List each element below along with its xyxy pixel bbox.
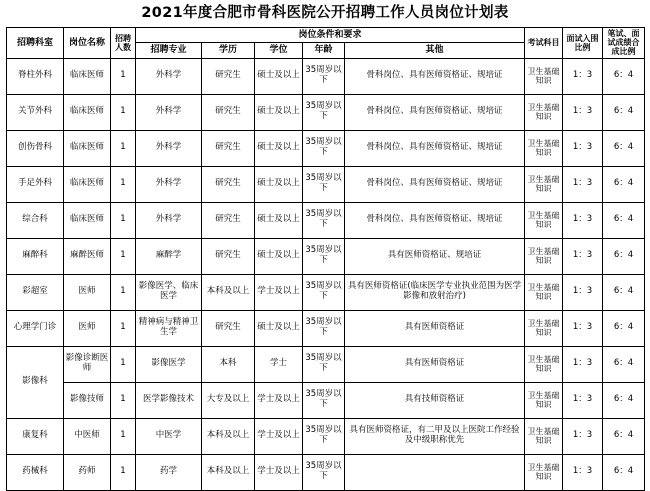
cell-degree: 硕士及以上	[255, 166, 303, 202]
cell-post: 中医师	[64, 418, 111, 454]
col-header-conditions: 岗位条件和要求	[136, 27, 525, 42]
cell-other: 具有医师资格证(临床医学专业执业范围为医学影像和放射治疗)	[345, 274, 525, 310]
cell-dept: 彩超室	[7, 274, 64, 310]
cell-score: 6：4	[603, 94, 645, 130]
cell-post: 临床医师	[64, 202, 111, 238]
cell-post: 临床医师	[64, 166, 111, 202]
col-header-degree: 学位	[255, 43, 303, 58]
cell-num: 1	[111, 346, 136, 382]
cell-other: 具有医师资格证，有二甲及以上医院工作经验及中级职称优先	[345, 418, 525, 454]
cell-exam: 卫生基础知识	[525, 382, 563, 418]
cell-edu: 研究生	[202, 166, 255, 202]
cell-num: 1	[111, 202, 136, 238]
cell-edu: 研究生	[202, 202, 255, 238]
table-row	[7, 346, 645, 382]
cell-ratio: 1：3	[563, 130, 603, 166]
cell-ratio: 1：3	[563, 454, 603, 490]
cell-num: 1	[111, 454, 136, 490]
cell-age: 35周岁以下	[303, 58, 345, 94]
cell-age: 35周岁以下	[303, 310, 345, 346]
cell-exam: 卫生基础知识	[525, 166, 563, 202]
cell-edu: 研究生	[202, 310, 255, 346]
col-header-major: 招聘专业	[136, 43, 202, 58]
cell-score: 6：4	[603, 274, 645, 310]
cell-post: 药师	[64, 454, 111, 490]
cell-age: 35周岁以下	[303, 454, 345, 490]
cell-exam: 卫生基础知识	[525, 202, 563, 238]
table-header	[7, 27, 645, 58]
cell-score: 6：4	[603, 454, 645, 490]
cell-ratio: 1：3	[563, 274, 603, 310]
cell-ratio: 1：3	[563, 238, 603, 274]
col-header-dept: 招聘科室	[7, 27, 64, 58]
cell-score: 6：4	[603, 238, 645, 274]
cell-edu: 本科及以上	[202, 274, 255, 310]
cell-major: 中医学	[136, 418, 202, 454]
cell-score: 6：4	[603, 418, 645, 454]
cell-num: 1	[111, 418, 136, 454]
cell-num: 1	[111, 238, 136, 274]
cell-num: 1	[111, 382, 136, 418]
cell-ratio: 1：3	[563, 58, 603, 94]
cell-dept: 药械科	[7, 454, 64, 490]
cell-degree: 学士及以上	[255, 382, 303, 418]
cell-age: 35周岁以下	[303, 130, 345, 166]
table-row	[7, 382, 645, 418]
cell-dept: 创伤骨科	[7, 130, 64, 166]
cell-age: 35周岁以下	[303, 382, 345, 418]
cell-dept: 手足外科	[7, 166, 64, 202]
col-header-num: 招聘人数	[111, 27, 136, 58]
cell-major: 外科学	[136, 166, 202, 202]
table-row	[7, 418, 645, 454]
cell-ratio: 1：3	[563, 346, 603, 382]
cell-degree: 硕士及以上	[255, 310, 303, 346]
cell-other: 骨科岗位、具有医师资格证、规培证	[345, 58, 525, 94]
cell-post: 影像技师	[64, 382, 111, 418]
cell-exam: 卫生基础知识	[525, 454, 563, 490]
cell-num: 1	[111, 58, 136, 94]
cell-post: 临床医师	[64, 94, 111, 130]
cell-degree: 学士及以上	[255, 274, 303, 310]
cell-ratio: 1：3	[563, 202, 603, 238]
cell-exam: 卫生基础知识	[525, 274, 563, 310]
cell-exam: 卫生基础知识	[525, 130, 563, 166]
cell-ratio: 1：3	[563, 382, 603, 418]
cell-degree: 学士	[255, 346, 303, 382]
cell-score: 6：4	[603, 346, 645, 382]
cell-degree: 硕士及以上	[255, 94, 303, 130]
cell-other	[345, 454, 525, 490]
cell-score: 6：4	[603, 166, 645, 202]
cell-edu: 研究生	[202, 58, 255, 94]
cell-exam: 卫生基础知识	[525, 418, 563, 454]
cell-degree: 学士及以上	[255, 454, 303, 490]
cell-ratio: 1：3	[563, 310, 603, 346]
page-title: 2021年度合肥市骨科医院公开招聘工作人员岗位计划表	[141, 5, 509, 21]
cell-dept: 脊柱外科	[7, 58, 64, 94]
table-row	[7, 130, 645, 166]
cell-major: 外科学	[136, 130, 202, 166]
table-header-row-1	[7, 27, 645, 42]
cell-age: 35周岁以下	[303, 166, 345, 202]
cell-post: 临床医师	[64, 130, 111, 166]
cell-edu: 本科及以上	[202, 454, 255, 490]
col-header-edu: 学历	[202, 43, 255, 58]
col-header-post: 岗位名称	[64, 27, 111, 58]
cell-num: 1	[111, 310, 136, 346]
cell-exam: 卫生基础知识	[525, 346, 563, 382]
cell-dept: 麻醉科	[7, 238, 64, 274]
cell-num: 1	[111, 94, 136, 130]
recruitment-plan-table	[6, 27, 645, 491]
col-header-other: 其他	[345, 43, 525, 58]
cell-major: 药学	[136, 454, 202, 490]
cell-dept: 康复科	[7, 418, 64, 454]
cell-age: 35周岁以下	[303, 346, 345, 382]
cell-post: 临床医师	[64, 58, 111, 94]
cell-edu: 研究生	[202, 94, 255, 130]
cell-major: 精神病与精神卫生学	[136, 310, 202, 346]
cell-exam: 卫生基础知识	[525, 94, 563, 130]
table-row	[7, 454, 645, 490]
cell-score: 6：4	[603, 58, 645, 94]
cell-dept: 关节外科	[7, 94, 64, 130]
cell-major: 外科学	[136, 58, 202, 94]
table-row	[7, 94, 645, 130]
col-header-exam: 考试科目	[525, 27, 563, 58]
table-row	[7, 274, 645, 310]
cell-age: 35周岁以下	[303, 94, 345, 130]
cell-dept: 心理学门诊	[7, 310, 64, 346]
cell-major: 外科学	[136, 94, 202, 130]
table-body	[7, 58, 645, 490]
col-header-age: 年龄	[303, 43, 345, 58]
table-row	[7, 58, 645, 94]
cell-ratio: 1：3	[563, 418, 603, 454]
cell-other: 骨科岗位、具有医师资格证、规培证	[345, 202, 525, 238]
cell-other: 骨科岗位、具有医师资格证、规培证	[345, 130, 525, 166]
cell-edu: 大专及以上	[202, 382, 255, 418]
cell-dept: 影像科	[7, 346, 64, 418]
cell-post: 麻醉医师	[64, 238, 111, 274]
cell-age: 35周岁以下	[303, 202, 345, 238]
cell-edu: 本科	[202, 346, 255, 382]
table-row	[7, 202, 645, 238]
cell-other: 具有医师资格证	[345, 346, 525, 382]
cell-post: 医师	[64, 310, 111, 346]
cell-score: 6：4	[603, 310, 645, 346]
cell-other: 具有医师资格证、规培证	[345, 238, 525, 274]
cell-age: 35周岁以下	[303, 274, 345, 310]
cell-exam: 卫生基础知识	[525, 310, 563, 346]
cell-age: 35周岁以下	[303, 418, 345, 454]
cell-ratio: 1：3	[563, 94, 603, 130]
cell-other: 骨科岗位、具有医师资格证、规培证	[345, 166, 525, 202]
cell-degree: 硕士及以上	[255, 130, 303, 166]
cell-age: 35周岁以下	[303, 238, 345, 274]
cell-num: 1	[111, 166, 136, 202]
cell-ratio: 1：3	[563, 166, 603, 202]
cell-major: 外科学	[136, 202, 202, 238]
col-header-ratio: 面试入围比例	[563, 27, 603, 58]
cell-num: 1	[111, 274, 136, 310]
cell-dept: 综合科	[7, 202, 64, 238]
cell-edu: 研究生	[202, 130, 255, 166]
cell-other: 骨科岗位、具有医师资格证、规培证	[345, 94, 525, 130]
cell-major: 影像医学、临床医学	[136, 274, 202, 310]
cell-score: 6：4	[603, 202, 645, 238]
cell-score: 6：4	[603, 130, 645, 166]
table-row	[7, 310, 645, 346]
cell-degree: 硕士及以上	[255, 58, 303, 94]
cell-major: 医学影像技术	[136, 382, 202, 418]
cell-post: 影像诊断医师	[64, 346, 111, 382]
cell-exam: 卫生基础知识	[525, 58, 563, 94]
table-row	[7, 166, 645, 202]
cell-degree: 硕士及以上	[255, 202, 303, 238]
cell-edu: 研究生	[202, 238, 255, 274]
col-header-score: 笔试、面试成绩合成比例	[603, 27, 645, 58]
cell-num: 1	[111, 130, 136, 166]
table-row	[7, 238, 645, 274]
cell-degree: 学士及以上	[255, 418, 303, 454]
cell-major: 影像医学	[136, 346, 202, 382]
cell-edu: 本科及以上	[202, 418, 255, 454]
cell-degree: 硕士及以上	[255, 238, 303, 274]
cell-exam: 卫生基础知识	[525, 238, 563, 274]
cell-score: 6：4	[603, 382, 645, 418]
cell-other: 具有医师资格证	[345, 310, 525, 346]
cell-post: 医师	[64, 274, 111, 310]
cell-other: 具有技师资格证	[345, 382, 525, 418]
cell-major: 麻醉学	[136, 238, 202, 274]
